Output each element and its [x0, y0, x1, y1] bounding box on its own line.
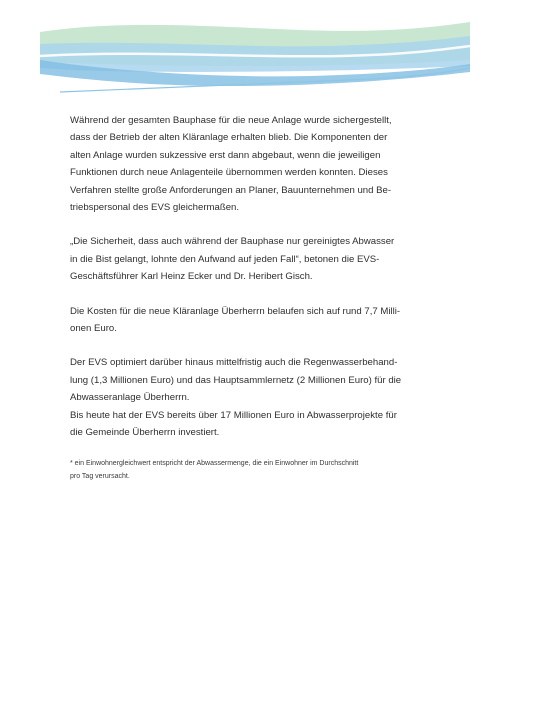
paragraph-costs: Die Kosten für die neue Kläranlage Überherrn belaufen sich auf rund 7,7 Milli- onen Euro. — [70, 305, 401, 335]
paragraph-construction-phase: Während der gesamten Bauphase für die neue Anlage wurde sichergestellt, dass der Betrieb der alten Kläranlage erhalten blieb. Die Komponenten der alten Anlage wurden sukzessive erst dann abgebaut, wenn die jeweiligen Funktionen durch neue Anlagenteile übernommen werden konnten. Dieses Verfahren stellte große Anforderungen an Planer, Bauunternehmen und Be- triebspersonal des EVS gleichermaßen. — [70, 115, 392, 214]
footnote: * ein Einwohnergleichwert entspricht der Abwassermenge, die ein Einwohner im Durchschnitt pro Tag verursacht. — [70, 459, 359, 480]
header-wave-decoration — [0, 0, 540, 100]
paragraph-optimization: Der EVS optimiert darüber hinaus mittelfristig auch die Regenwasserbehand- lung (1,3 Millionen Euro) und das Hauptsammlernetz (2 Millionen Euro) für die Abwasseranlage Überherrn. — [70, 357, 402, 404]
document-body — [70, 112, 460, 483]
paragraph-investment: Bis heute hat der EVS bereits über 17 Millionen Euro in Abwasserprojekte für die Gemeinde Überherrn investiert. — [70, 409, 397, 439]
paragraph-quote: „Die Sicherheit, dass auch während der Bauphase nur gereinigtes Abwasser in die Bist gelangt, lohnte den Aufwand auf jeden Fall“, betonen die EVS- Geschäftsführer Karl Heinz Ecker und Dr. Heribert Gisch. — [70, 236, 395, 283]
